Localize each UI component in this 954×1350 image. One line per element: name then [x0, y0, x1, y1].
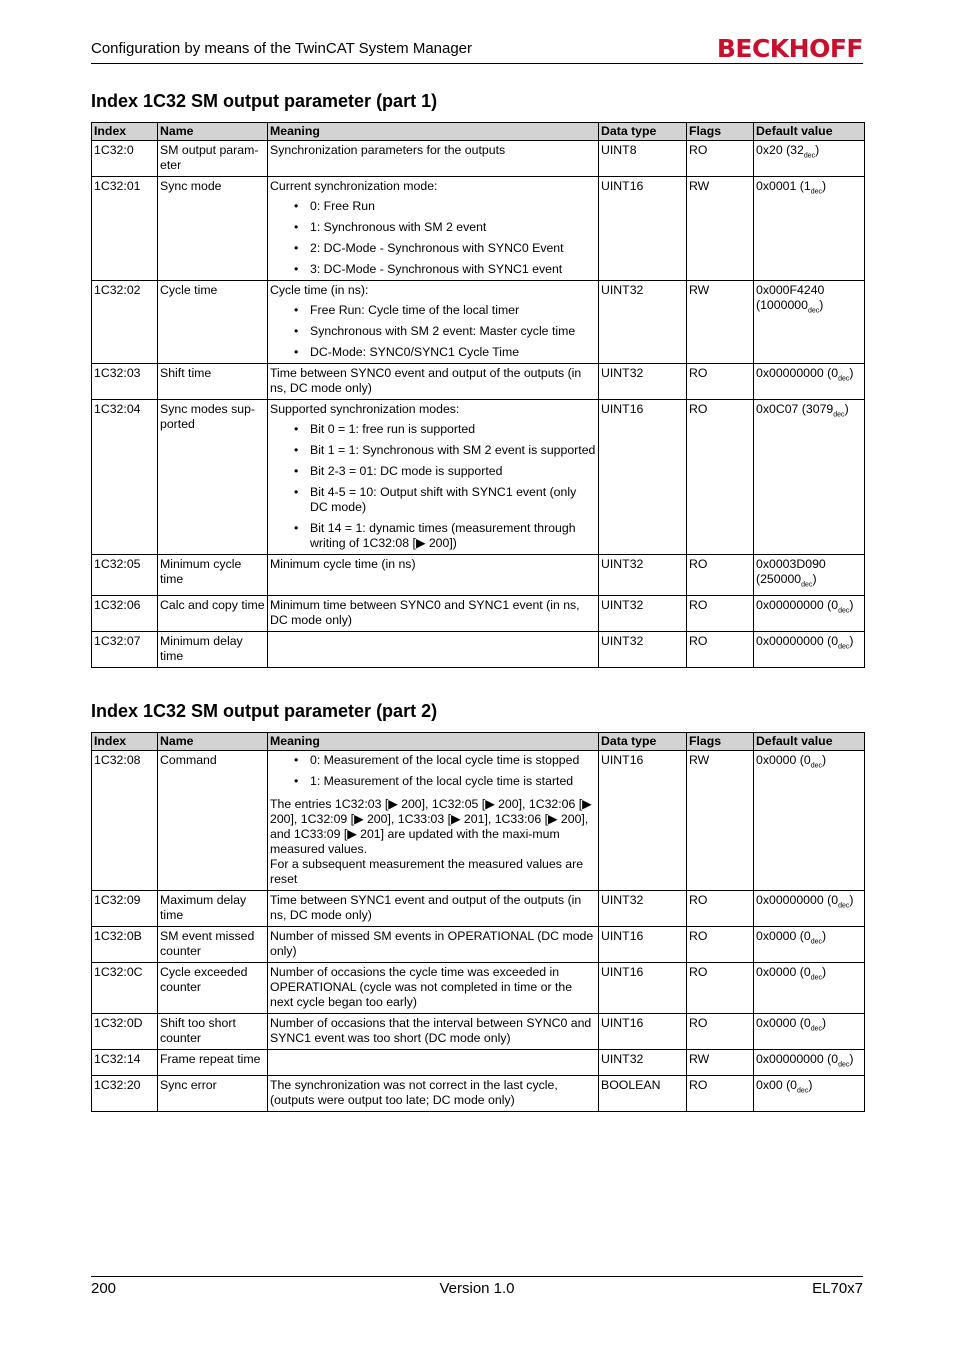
default-value-text: 0x0000 (0 [756, 1016, 811, 1030]
cell-flags: RO [687, 141, 754, 177]
cell-flags: RW [687, 751, 754, 891]
cell-data-type: UINT16 [599, 927, 687, 963]
cell-data-type: UINT32 [599, 891, 687, 927]
default-value-text: 0x00000000 (0 [756, 893, 839, 907]
dec-subscript: dec [810, 1025, 822, 1033]
cell-meaning [268, 1050, 599, 1076]
dec-subscript: dec [810, 762, 822, 770]
bullet-item: • 1: Measurement of the local cycle time is started [294, 774, 596, 789]
header-divider [91, 63, 863, 64]
cell-name: Frame repeat time [158, 1050, 268, 1076]
cell-default-value [754, 1050, 865, 1076]
beckhoff-logo: BECKHOFF [716, 34, 863, 63]
section-heading-part1: Index 1C32 SM output parameter (part 1) [91, 91, 438, 111]
cell-name: Shift time [158, 364, 268, 400]
bullet-item: • DC-Mode: SYNC0/SYNC1 Cycle Time [294, 345, 596, 360]
cell-name: Sync mode [158, 177, 268, 281]
cell-flags: RW [687, 281, 754, 364]
default-value-text: 0x000F4240 [756, 283, 825, 297]
default-value-close: ) [849, 893, 854, 907]
meaning-note-2: For a subsequent measurement the measured values are reset [270, 857, 584, 886]
col-header-data-type: Data type [599, 733, 687, 751]
cell-index: 1C32:14 [92, 1050, 158, 1076]
cell-default-value [754, 364, 865, 400]
table-row [92, 891, 865, 927]
cell-name: Shift too short counter [158, 1014, 268, 1050]
cell-default-value [754, 177, 865, 281]
cell-index: 1C32:01 [92, 177, 158, 281]
meaning-text: The synchronization was not correct in the last cycle, (outputs were output too late; DC mode only) [270, 1078, 558, 1108]
meaning-text: Time between SYNC1 event and output of the outputs (in ns, DC mode only) [270, 893, 582, 922]
col-header-data-type: Data type [599, 123, 687, 141]
footer-divider [91, 1276, 863, 1277]
cell-name: Sync modes sup-ported [158, 400, 268, 555]
section-heading-part2: Index 1C32 SM output parameter (part 2) [91, 701, 438, 721]
cell-flags: RO [687, 963, 754, 1014]
cell-default-value [754, 927, 865, 963]
cell-flags: RO [687, 596, 754, 632]
version-label: Version 1.0 [439, 1280, 515, 1297]
cell-meaning [268, 555, 599, 596]
cell-default-value [754, 400, 865, 555]
cell-meaning [268, 1076, 599, 1112]
cell-default-value [754, 1076, 865, 1112]
default-value-text: 0x20 (32 [756, 143, 804, 157]
cell-index: 1C32:06 [92, 596, 158, 632]
cell-data-type: UINT32 [599, 364, 687, 400]
dec-subscript: dec [833, 411, 845, 419]
dec-subscript: dec [810, 188, 822, 196]
cell-default-value [754, 555, 865, 596]
meaning-text: Time between SYNC0 event and output of the outputs (in ns, DC mode only) [270, 366, 582, 395]
cell-data-type: BOOLEAN [599, 1076, 687, 1112]
meaning-note: The entries 1C32:03 [▶ 200], 1C32:05 [▶ 200], 1C32:06 [▶ 200], 1C32:09 [▶ 200], 1C33:03 [▶ 201], 1C33:06 [▶ 200], and 1C33:09 [▶ 201] are updated with the maxi-mum measured values. [270, 797, 592, 856]
default-value-close: ) [844, 402, 849, 416]
default-value-text: 0x00 (0 [756, 1078, 798, 1093]
table-row [92, 281, 865, 364]
col-header-name: Name [158, 733, 268, 751]
default-value-close: ) [822, 1016, 827, 1030]
dec-subscript: dec [810, 974, 822, 982]
cell-default-value [754, 1014, 865, 1050]
cell-data-type: UINT32 [599, 1050, 687, 1076]
col-header-flags: Flags [687, 123, 754, 141]
default-value-close: ) [849, 366, 854, 380]
dec-subscript: dec [797, 1087, 809, 1095]
cell-flags: RW [687, 1050, 754, 1076]
default-value-close: ) [815, 143, 820, 157]
col-header-index: Index [92, 123, 158, 141]
cell-name: Maximum delay time [158, 891, 268, 927]
col-header-default-value: Default value [754, 123, 865, 141]
default-value-text: 0x0003D090 [756, 557, 826, 571]
table-row [92, 1014, 865, 1050]
default-value-decimal: (1000000 [756, 298, 808, 312]
meaning-text: Minimum cycle time (in ns) [270, 557, 416, 571]
col-header-default-value: Default value [754, 733, 865, 751]
table-row [92, 400, 865, 555]
cell-default-value [754, 632, 865, 668]
parameter-table-part1 [91, 122, 865, 668]
cell-meaning [268, 927, 599, 963]
bullet-item: • Bit 4-5 = 10: Output shift with SYNC1 event (only DC mode) [294, 485, 596, 515]
default-value-text: 0x0000 (0 [756, 965, 811, 979]
default-value-decimal: (250000 [756, 572, 802, 586]
table-header-row [92, 733, 865, 751]
meaning-text: Minimum time between SYNC0 and SYNC1 event (in ns, DC mode only) [270, 598, 580, 628]
cell-default-value [754, 963, 865, 1014]
cell-data-type: UINT16 [599, 400, 687, 555]
bullet-item: • 3: DC-Mode - Synchronous with SYNC1 event [294, 262, 596, 277]
meaning-text: Cycle time (in ns): [270, 283, 369, 297]
cell-name: Command [158, 751, 268, 891]
cell-meaning [268, 364, 599, 400]
cell-name: Cycle time [158, 281, 268, 364]
table-row [92, 364, 865, 400]
cell-flags: RO [687, 555, 754, 596]
cell-meaning [268, 1014, 599, 1050]
meaning-text: Supported synchronization modes: [270, 402, 460, 416]
default-value-text: 0x0001 (1 [756, 179, 811, 193]
col-header-meaning: Meaning [268, 733, 599, 751]
default-value-close: ) [849, 1052, 854, 1066]
cell-index: 1C32:0C [92, 963, 158, 1014]
default-value-close: ) [822, 179, 827, 193]
cell-data-type: UINT16 [599, 963, 687, 1014]
bullet-item: • 0: Measurement of the local cycle time is stopped [294, 753, 596, 768]
cell-default-value [754, 141, 865, 177]
cell-default-value [754, 891, 865, 927]
table-row [92, 177, 865, 281]
cell-flags: RO [687, 632, 754, 668]
dec-subscript: dec [807, 307, 820, 315]
table-row [92, 751, 865, 891]
default-value-close: ) [812, 572, 817, 586]
bullet-list [270, 422, 596, 551]
cell-default-value [754, 751, 865, 891]
page-number: 200 [91, 1280, 117, 1297]
bullet-list [270, 199, 596, 277]
default-value-close: ) [822, 965, 827, 979]
cell-name: Sync error [158, 1076, 268, 1112]
cell-meaning [268, 963, 599, 1014]
col-header-meaning: Meaning [268, 123, 599, 141]
meaning-text: Number of missed SM events in OPERATIONAL (DC mode only) [270, 929, 594, 958]
cell-index: 1C32:02 [92, 281, 158, 364]
default-value-text: 0x00000000 (0 [756, 634, 839, 649]
dec-subscript: dec [810, 938, 822, 946]
cell-index: 1C32:09 [92, 891, 158, 927]
cell-name: Minimum cycle time [158, 555, 268, 596]
cell-flags: RO [687, 400, 754, 555]
cell-meaning [268, 400, 599, 555]
cell-data-type: UINT32 [599, 555, 687, 596]
table-row [92, 927, 865, 963]
default-value-close: ) [849, 634, 854, 649]
default-value-text: 0x00000000 (0 [756, 366, 839, 380]
cell-data-type: UINT8 [599, 141, 687, 177]
table-header-row [92, 123, 865, 141]
table-row [92, 596, 865, 632]
col-header-name: Name [158, 123, 268, 141]
table-row [92, 963, 865, 1014]
cell-name: SM event missed counter [158, 927, 268, 963]
dec-subscript: dec [838, 607, 850, 615]
cell-meaning [268, 177, 599, 281]
cell-index: 1C32:20 [92, 1076, 158, 1112]
bullet-list [270, 753, 596, 789]
cell-index: 1C32:08 [92, 751, 158, 891]
cell-index: 1C32:05 [92, 555, 158, 596]
table-row [92, 632, 865, 668]
bullet-item: • Synchronous with SM 2 event: Master cycle time [294, 324, 596, 339]
header-title: Configuration by means of the TwinCAT System Manager [91, 40, 473, 57]
table-row [92, 1050, 865, 1076]
bullet-item: • 2: DC-Mode - Synchronous with SYNC0 Event [294, 241, 596, 256]
cell-index: 1C32:04 [92, 400, 158, 555]
default-value-close: ) [849, 598, 854, 613]
meaning-text: Number of occasions the cycle time was exceeded in OPERATIONAL (cycle was not completed in time or the next cycle began too early) [270, 965, 573, 1009]
product-name: EL70x7 [812, 1280, 863, 1297]
default-value-close: ) [819, 298, 824, 312]
meaning-text: Current synchronization mode: [270, 179, 438, 193]
cell-data-type: UINT16 [599, 751, 687, 891]
col-header-index: Index [92, 733, 158, 751]
cell-data-type: UINT32 [599, 281, 687, 364]
cell-meaning [268, 141, 599, 177]
cell-meaning [268, 632, 599, 668]
dec-subscript: dec [801, 581, 813, 589]
cell-index: 1C32:0 [92, 141, 158, 177]
cell-data-type: UINT16 [599, 177, 687, 281]
default-value-text: 0x0000 (0 [756, 929, 811, 943]
cell-index: 1C32:07 [92, 632, 158, 668]
table-row [92, 141, 865, 177]
dec-subscript: dec [838, 643, 850, 651]
cell-index: 1C32:03 [92, 364, 158, 400]
bullet-item: • Bit 14 = 1: dynamic times (measurement through writing of 1C32:08 [▶ 200]) [294, 521, 596, 551]
cell-index: 1C32:0B [92, 927, 158, 963]
dec-subscript: dec [838, 1061, 850, 1069]
cell-flags: RO [687, 1014, 754, 1050]
default-value-text: 0x0000 (0 [756, 753, 811, 767]
cell-flags: RO [687, 927, 754, 963]
default-value-text: 0x00000000 (0 [756, 1052, 839, 1066]
cell-default-value [754, 596, 865, 632]
col-header-flags: Flags [687, 733, 754, 751]
cell-name: Cycle exceeded counter [158, 963, 268, 1014]
table-row [92, 1076, 865, 1112]
dec-subscript: dec [838, 902, 850, 910]
dec-subscript: dec [803, 152, 816, 160]
cell-flags: RW [687, 177, 754, 281]
parameter-table-part2 [91, 732, 865, 1112]
meaning-text: Synchronization parameters for the outputs [270, 143, 506, 157]
default-value-close: ) [808, 1078, 813, 1093]
cell-data-type: UINT32 [599, 632, 687, 668]
cell-flags: RO [687, 1076, 754, 1112]
cell-flags: RO [687, 891, 754, 927]
bullet-item: • Free Run: Cycle time of the local timer [294, 303, 596, 318]
cell-name: Minimum delay time [158, 632, 268, 668]
meaning-text: Number of occasions that the interval between SYNC0 and SYNC1 event was too short (DC mode only) [270, 1016, 592, 1045]
bullet-list [270, 303, 596, 360]
default-value-close: ) [822, 929, 827, 943]
default-value-text: 0x00000000 (0 [756, 598, 839, 613]
bullet-item: • Bit 1 = 1: Synchronous with SM 2 event is supported [294, 443, 596, 458]
bullet-item: • 1: Synchronous with SM 2 event [294, 220, 596, 235]
dec-subscript: dec [838, 375, 850, 383]
cell-index: 1C32:0D [92, 1014, 158, 1050]
cell-meaning [268, 596, 599, 632]
cell-meaning [268, 751, 599, 891]
cell-data-type: UINT16 [599, 1014, 687, 1050]
table-row [92, 555, 865, 596]
cell-meaning [268, 891, 599, 927]
bullet-item: • Bit 2-3 = 01: DC mode is supported [294, 464, 596, 479]
cell-name: SM output param-eter [158, 141, 268, 177]
cell-meaning [268, 281, 599, 364]
cell-default-value [754, 281, 865, 364]
cell-name: Calc and copy time [158, 596, 268, 632]
default-value-text: 0x0C07 (3079 [756, 402, 834, 416]
bullet-item: • 0: Free Run [294, 199, 596, 214]
cell-flags: RO [687, 364, 754, 400]
default-value-close: ) [822, 753, 827, 767]
bullet-item: • Bit 0 = 1: free run is supported [294, 422, 596, 437]
cell-data-type: UINT32 [599, 596, 687, 632]
